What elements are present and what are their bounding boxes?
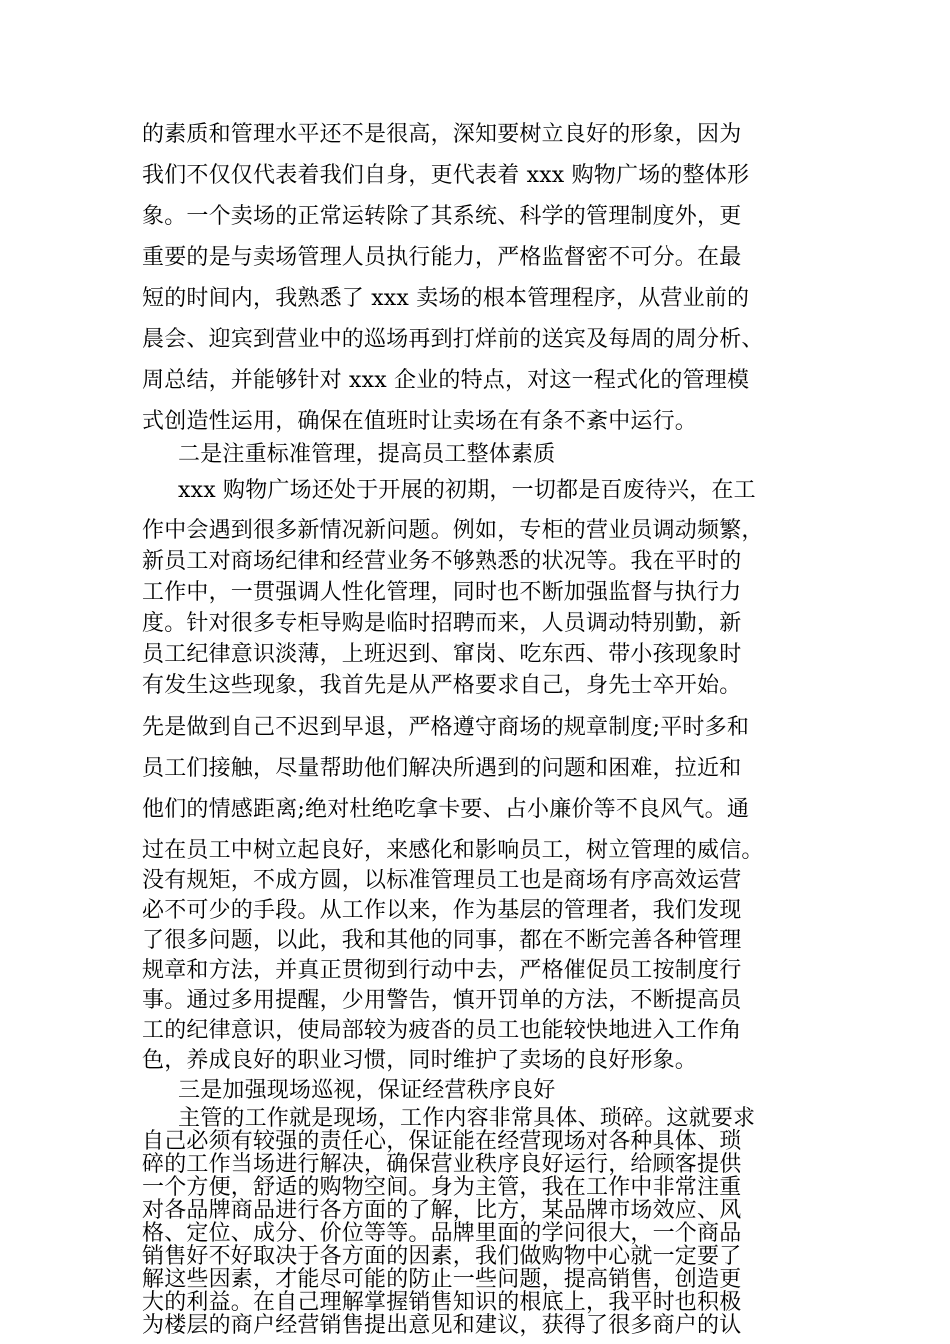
text-line: 有发生这些现象，我首先是从严格要求自己，身先士卒开始。	[142, 673, 742, 698]
text-line: 解这些因素，才能尽可能的防止一些问题，提高销售，创造更	[142, 1267, 742, 1292]
text-line: 必不可少的手段。从工作以来，作为基层的管理者，我们发现	[142, 898, 742, 923]
section-heading: 三是加强现场巡视，保证经营秩序良好	[178, 1078, 556, 1103]
text-line: 工作中，一贯强调人性化管理，同时也不断加强监督与执行力	[142, 580, 742, 605]
text-line: 规章和方法，并真正贯彻到行动中去，严格催促员工按制度行	[142, 958, 742, 983]
text-line: xxx 购物广场还处于开展的初期，一切都是百废待兴，在工	[178, 478, 756, 503]
text-line: 对各品牌商品进行各方面的了解，比方，某品牌市场效应、风	[142, 1198, 742, 1223]
text-line: 度。针对很多专柜导购是临时招聘而来，人员调动特别勤，新	[142, 611, 742, 636]
text-line: 色，养成良好的职业习惯，同时维护了卖场的良好形象。	[142, 1048, 698, 1073]
text-line: 式创造性运用，确保在值班时让卖场在有条不紊中运行。	[142, 409, 698, 434]
text-line: 大的利益。在自己理解掌握销售知识的根底上，我平时也积极	[142, 1290, 742, 1315]
text-line: 为楼层的商户经营销售提出意见和建议，获得了很多商户的认	[142, 1313, 742, 1338]
text-line: 自己必须有较强的责任心，保证能在经营现场对各种具体、琐	[142, 1129, 742, 1154]
text-line: 周总结，并能够针对 xxx 企业的特点，对这一程式化的管理模	[142, 368, 750, 393]
text-line: 了很多问题，以此，我和其他的同事，都在不断完善各种管理	[142, 928, 742, 953]
text-line: 先是做到自己不迟到早退，严格遵守商场的规章制度;平时多和	[142, 715, 750, 740]
text-line: 新员工对商场纪律和经营业务不够熟悉的状况等。我在平时的	[142, 549, 742, 574]
text-line: 晨会、迎宾到营业中的巡场再到打烊前的送宾及每周的周分析、	[142, 327, 764, 352]
text-line: 的素质和管理水平还不是很高，深知要树立良好的形象，因为	[142, 122, 742, 147]
text-line: 事。通过多用提醒，少用警告，慎开罚单的方法，不断提高员	[142, 988, 742, 1013]
text-line: 主管的工作就是现场，工作内容非常具体、琐碎。这就要求	[178, 1106, 756, 1131]
text-line: 象。一个卖场的正常运转除了其系统、科学的管理制度外，更	[142, 204, 742, 229]
text-line: 过在员工中树立起良好，来感化和影响员工，树立管理的威信。	[142, 838, 764, 863]
text-line: 重要的是与卖场管理人员执行能力，严格监督密不可分。在最	[142, 245, 742, 270]
text-line: 格、定位、成分、价位等等。品牌里面的学问很大，一个商品	[142, 1221, 742, 1246]
section-heading: 二是注重标准管理，提高员工整体素质	[178, 442, 556, 467]
text-line: 作中会遇到很多新情况新问题。例如，专柜的营业员调动频繁，	[142, 518, 764, 543]
text-line: 销售好不好取决于各方面的因素，我们做购物中心就一定要了	[142, 1244, 742, 1269]
text-line: 员工纪律意识淡薄，上班迟到、窜岗、吃东西、带小孩现象时	[142, 642, 742, 667]
text-line: 他们的情感距离;绝对杜绝吃拿卡要、占小廉价等不良风气。通	[142, 797, 750, 822]
text-line: 员工们接触，尽量帮助他们解决所遇到的问题和困难，拉近和	[142, 756, 742, 781]
text-line: 没有规矩，不成方圆，以标准管理员工也是商场有序高效运营	[142, 868, 742, 893]
text-line: 工的纪律意识，使局部较为疲沓的员工也能较快地进入工作角	[142, 1018, 742, 1043]
text-line: 我们不仅仅代表着我们自身，更代表着 xxx 购物广场的整体形	[142, 163, 750, 188]
text-line: 碎的工作当场进行解决，确保营业秩序良好运行，给顾客提供	[142, 1152, 742, 1177]
text-line: 一个方便，舒适的购物空间。身为主管，我在工作中非常注重	[142, 1175, 742, 1200]
text-line: 短的时间内，我熟悉了 xxx 卖场的根本管理程序，从营业前的	[142, 286, 750, 311]
